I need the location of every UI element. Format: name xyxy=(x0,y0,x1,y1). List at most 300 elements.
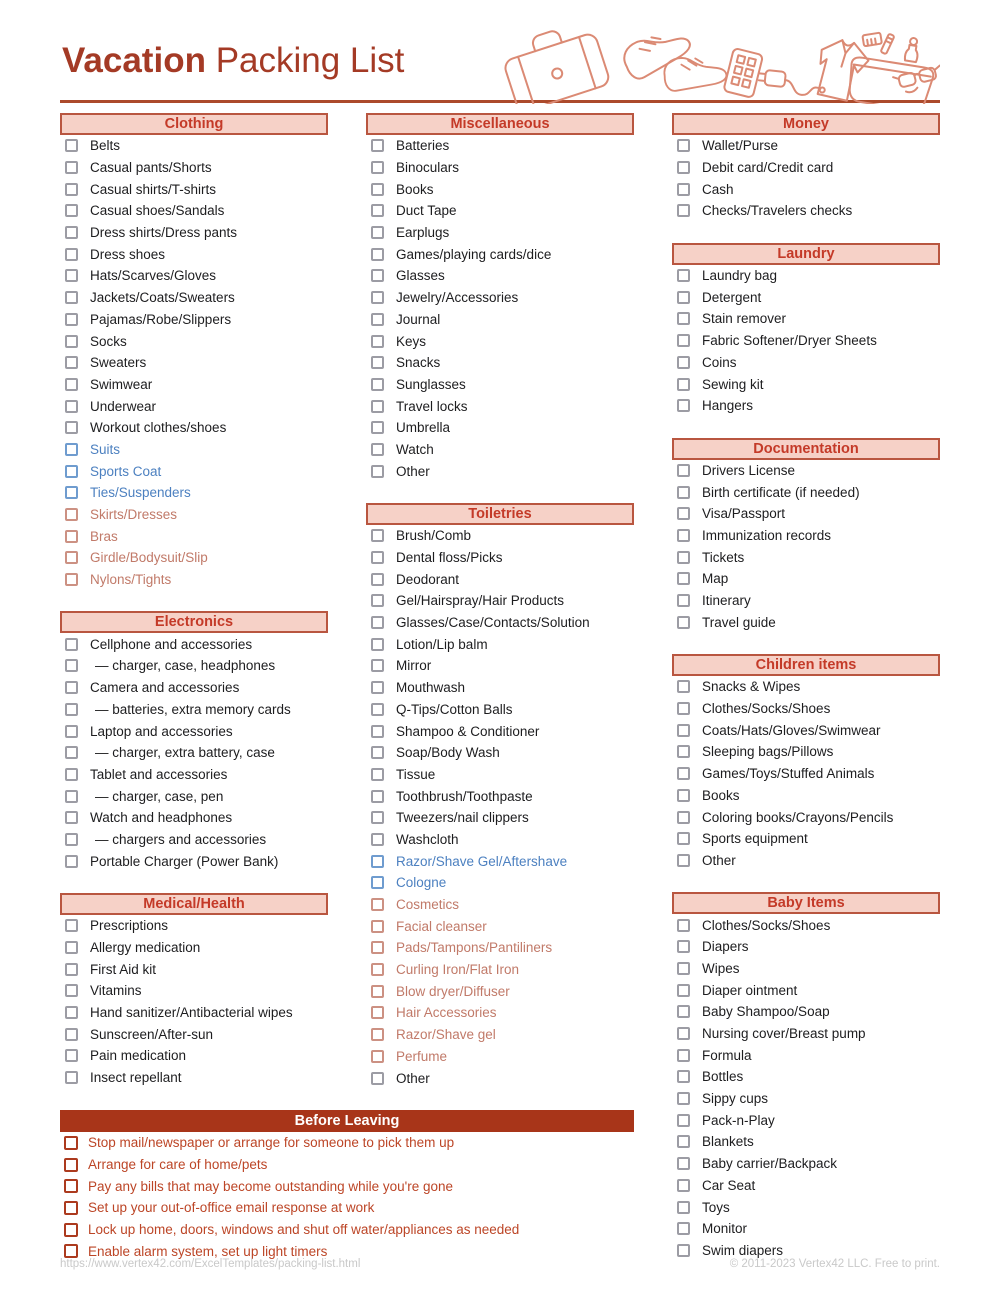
item-label: Cash xyxy=(702,181,734,197)
checklist-item xyxy=(60,1067,328,1089)
item-label: Curling Iron/Flat Iron xyxy=(396,962,520,978)
checkbox[interactable] xyxy=(677,1201,690,1214)
item-label: Cosmetics xyxy=(396,897,460,913)
calculator-icon xyxy=(723,48,763,98)
checklist-item xyxy=(366,287,634,309)
checkbox[interactable] xyxy=(677,507,690,520)
section-header: Baby Items xyxy=(672,892,940,914)
checklist-item xyxy=(672,265,940,287)
checklist-item xyxy=(60,742,328,764)
checklist-item xyxy=(60,287,328,309)
section-header: Electronics xyxy=(60,611,328,633)
checkbox[interactable] xyxy=(65,400,78,413)
section-children-items xyxy=(672,654,940,871)
checkbox[interactable] xyxy=(65,356,78,369)
checklist-item xyxy=(672,460,940,482)
checkbox[interactable] xyxy=(677,1157,690,1170)
item-label: Hats/Scarves/Gloves xyxy=(90,268,217,284)
checkbox[interactable] xyxy=(65,573,78,586)
item-label: Hair Accessories xyxy=(396,1005,497,1021)
checklist-item xyxy=(672,1001,940,1023)
item-label: Checks/Travelers checks xyxy=(702,203,853,219)
checklist-item xyxy=(672,590,940,612)
checkbox[interactable] xyxy=(371,183,384,196)
checkbox[interactable] xyxy=(677,680,690,693)
checkbox[interactable] xyxy=(677,334,690,347)
item-label: Stain remover xyxy=(702,311,787,327)
checkbox[interactable] xyxy=(371,269,384,282)
item-label: Monitor xyxy=(702,1221,748,1237)
checklist-item xyxy=(60,482,328,504)
item-label: Washcloth xyxy=(396,831,459,847)
item-label: Ties/Suspenders xyxy=(90,485,191,501)
checkbox[interactable] xyxy=(64,1136,78,1150)
item-label: Baby Shampoo/Soap xyxy=(702,1004,830,1020)
checkbox[interactable] xyxy=(371,529,384,542)
item-label: Sippy cups xyxy=(702,1091,769,1107)
item-label: Binoculars xyxy=(396,160,460,176)
checkbox[interactable] xyxy=(65,855,78,868)
checklist-item xyxy=(60,374,328,396)
glasses-icon xyxy=(893,66,940,96)
checkbox[interactable] xyxy=(371,421,384,434)
checklist-item xyxy=(60,178,328,200)
checkbox[interactable] xyxy=(65,486,78,499)
checkbox[interactable] xyxy=(65,226,78,239)
checklist-item xyxy=(672,481,940,503)
checkbox[interactable] xyxy=(65,269,78,282)
checkbox[interactable] xyxy=(371,465,384,478)
checkbox[interactable] xyxy=(64,1179,78,1193)
checkbox[interactable] xyxy=(371,226,384,239)
checkbox[interactable] xyxy=(65,139,78,152)
checklist-item xyxy=(366,265,634,287)
checkbox[interactable] xyxy=(371,811,384,824)
checkbox[interactable] xyxy=(677,183,690,196)
checkbox[interactable] xyxy=(371,551,384,564)
checkbox[interactable] xyxy=(677,1092,690,1105)
checkbox[interactable] xyxy=(65,335,78,348)
checklist-item xyxy=(60,1023,328,1045)
checkbox[interactable] xyxy=(371,746,384,759)
checkbox[interactable] xyxy=(65,248,78,261)
checkbox[interactable] xyxy=(371,876,384,889)
checklist-item xyxy=(60,915,328,937)
item-label: Batteries xyxy=(396,138,450,154)
item-label: Games/playing cards/dice xyxy=(396,246,552,262)
checklist-item xyxy=(60,135,328,157)
checklist-item xyxy=(60,958,328,980)
item-label: Itinerary xyxy=(702,593,751,609)
checkbox[interactable] xyxy=(677,724,690,737)
item-label: Clothes/Socks/Shoes xyxy=(702,917,831,933)
item-label: Sports equipment xyxy=(702,831,808,847)
checkbox[interactable] xyxy=(371,378,384,391)
item-label: Books xyxy=(396,181,434,197)
checkbox[interactable] xyxy=(65,508,78,521)
item-label: Underwear xyxy=(90,398,157,414)
checkbox[interactable] xyxy=(371,313,384,326)
item-label: Wipes xyxy=(702,960,740,976)
item-label: Glasses/Case/Contacts/Solution xyxy=(396,615,590,631)
checkbox[interactable] xyxy=(677,1049,690,1062)
checkbox[interactable] xyxy=(371,573,384,586)
item-label: Soap/Body Wash xyxy=(396,745,500,761)
before-leaving-header: Before Leaving xyxy=(60,1110,634,1132)
checklist-item xyxy=(366,568,634,590)
checkbox[interactable] xyxy=(65,725,78,738)
checkbox[interactable] xyxy=(677,702,690,715)
checklist-item xyxy=(366,157,634,179)
item-label: Mirror xyxy=(396,658,432,674)
checkbox[interactable] xyxy=(371,833,384,846)
sneakers-icon xyxy=(618,19,728,92)
checkbox[interactable] xyxy=(65,465,78,478)
checklist-item xyxy=(366,1024,634,1046)
item-label: Laundry bag xyxy=(702,268,778,284)
item-label: Prescriptions xyxy=(90,918,169,934)
item-label: Watch xyxy=(396,441,434,457)
checklist-item xyxy=(60,633,328,655)
item-label: Lock up home, doors, windows and shut off water/appliances as needed xyxy=(88,1222,520,1238)
checkbox[interactable] xyxy=(371,703,384,716)
item-label: Visa/Passport xyxy=(702,506,786,522)
checklist-item xyxy=(60,569,328,591)
checkbox[interactable] xyxy=(677,204,690,217)
checklist-item xyxy=(60,1175,634,1197)
checkbox[interactable] xyxy=(677,962,690,975)
section-header: Clothing xyxy=(60,113,328,135)
checklist-item xyxy=(672,157,940,179)
checkbox[interactable] xyxy=(677,1135,690,1148)
checkbox[interactable] xyxy=(677,356,690,369)
checkbox[interactable] xyxy=(64,1244,78,1258)
charger-cable-icon xyxy=(758,69,826,97)
checkbox[interactable] xyxy=(677,1222,690,1235)
checklist-item xyxy=(672,200,940,222)
checkbox[interactable] xyxy=(677,139,690,152)
checklist-item xyxy=(366,894,634,916)
checklist-item xyxy=(366,135,634,157)
checkbox[interactable] xyxy=(371,443,384,456)
item-label: Car Seat xyxy=(702,1177,756,1193)
section-laundry xyxy=(672,243,940,417)
checkbox[interactable] xyxy=(65,161,78,174)
checkbox[interactable] xyxy=(677,1244,690,1257)
item-label: Suits xyxy=(90,441,121,457)
item-label: Debit card/Credit card xyxy=(702,160,834,176)
checkbox[interactable] xyxy=(64,1158,78,1172)
checkbox[interactable] xyxy=(677,378,690,391)
checkbox[interactable] xyxy=(64,1201,78,1215)
checklist-item xyxy=(60,764,328,786)
item-label: Cologne xyxy=(396,875,447,891)
checklist-item xyxy=(60,1197,634,1219)
item-label: Dental floss/Picks xyxy=(396,550,503,566)
checkbox[interactable] xyxy=(677,291,690,304)
checkbox[interactable] xyxy=(371,139,384,152)
item-label: Toys xyxy=(702,1199,730,1215)
checklist-item xyxy=(672,525,940,547)
checkbox[interactable] xyxy=(65,746,78,759)
item-label: Drivers License xyxy=(702,462,796,478)
section-electronics xyxy=(60,611,328,872)
checklist-item xyxy=(366,330,634,352)
checklist-item xyxy=(672,979,940,1001)
item-label: Mouthwash xyxy=(396,680,466,696)
checkbox[interactable] xyxy=(65,681,78,694)
checkbox[interactable] xyxy=(371,248,384,261)
checkbox[interactable] xyxy=(677,572,690,585)
item-label: Earplugs xyxy=(396,225,450,241)
checkbox[interactable] xyxy=(65,984,78,997)
checkbox[interactable] xyxy=(65,811,78,824)
item-label: Portable Charger (Power Bank) xyxy=(90,853,279,869)
item-label: Toothbrush/Toothpaste xyxy=(396,788,533,804)
item-label: — chargers and accessories xyxy=(95,831,267,847)
checklist-item xyxy=(60,330,328,352)
item-label: Casual shirts/T-shirts xyxy=(90,181,217,197)
item-label: Workout clothes/shoes xyxy=(90,420,227,436)
item-label: Glasses xyxy=(396,268,445,284)
item-label: First Aid kit xyxy=(90,961,157,977)
checkbox[interactable] xyxy=(677,1179,690,1192)
checkbox[interactable] xyxy=(677,161,690,174)
checkbox[interactable] xyxy=(65,443,78,456)
checkbox[interactable] xyxy=(677,399,690,412)
checkbox[interactable] xyxy=(371,291,384,304)
checkbox[interactable] xyxy=(677,616,690,629)
checkbox[interactable] xyxy=(65,313,78,326)
checkbox[interactable] xyxy=(371,356,384,369)
item-label: Sports Coat xyxy=(90,463,162,479)
checkbox[interactable] xyxy=(65,1028,78,1041)
section-header: Laundry xyxy=(672,243,940,265)
checklist-item xyxy=(366,633,634,655)
checkbox[interactable] xyxy=(371,920,384,933)
checkbox[interactable] xyxy=(371,1050,384,1063)
checklist-item xyxy=(672,806,940,828)
checklist-item xyxy=(366,417,634,439)
checkbox[interactable] xyxy=(677,811,690,824)
checkbox[interactable] xyxy=(65,768,78,781)
checklist-item xyxy=(366,829,634,851)
item-label: Bras xyxy=(90,528,118,544)
checklist-item xyxy=(366,807,634,829)
item-label: Blow dryer/Diffuser xyxy=(396,983,510,999)
checkbox[interactable] xyxy=(677,1114,690,1127)
checklist-item xyxy=(672,1109,940,1131)
checklist-item xyxy=(60,395,328,417)
item-label: Socks xyxy=(90,333,127,349)
checkbox[interactable] xyxy=(65,551,78,564)
checkbox[interactable] xyxy=(677,789,690,802)
checklist-item xyxy=(60,829,328,851)
checklist-item xyxy=(60,655,328,677)
item-label: Casual shoes/Sandals xyxy=(90,203,225,219)
checkbox[interactable] xyxy=(65,421,78,434)
checklist-item xyxy=(366,785,634,807)
item-label: Nursing cover/Breast pump xyxy=(702,1026,866,1042)
checkbox[interactable] xyxy=(677,919,690,932)
checklist-item xyxy=(60,352,328,374)
section-header: Miscellaneous xyxy=(366,113,634,135)
checkbox[interactable] xyxy=(677,984,690,997)
checklist-item xyxy=(366,699,634,721)
checkbox[interactable] xyxy=(677,1027,690,1040)
checkbox[interactable] xyxy=(65,833,78,846)
checklist-item xyxy=(366,677,634,699)
checkbox[interactable] xyxy=(371,204,384,217)
item-label: Tablet and accessories xyxy=(90,766,228,782)
checkbox[interactable] xyxy=(65,941,78,954)
checkbox[interactable] xyxy=(65,1006,78,1019)
checklist-item xyxy=(672,763,940,785)
checkbox[interactable] xyxy=(677,1070,690,1083)
checklist-columns xyxy=(60,113,940,1282)
checkbox[interactable] xyxy=(65,638,78,651)
item-label: Casual pants/Shorts xyxy=(90,160,212,176)
item-label: Perfume xyxy=(396,1048,448,1064)
item-label: Diapers xyxy=(702,939,749,955)
item-label: Gel/Hairspray/Hair Products xyxy=(396,593,565,609)
checklist-item xyxy=(672,1196,940,1218)
checklist-item xyxy=(672,135,940,157)
item-label: Stop mail/newspaper or arrange for someone to pick them up xyxy=(88,1135,455,1151)
checklist-item xyxy=(60,547,328,569)
checkbox[interactable] xyxy=(65,1071,78,1084)
item-label: Sleeping bags/Pillows xyxy=(702,744,834,760)
checkbox[interactable] xyxy=(371,616,384,629)
checklist-item xyxy=(60,785,328,807)
item-label: Other xyxy=(396,1070,430,1086)
checkbox[interactable] xyxy=(371,790,384,803)
column xyxy=(672,113,940,1282)
checkbox[interactable] xyxy=(677,594,690,607)
checkbox[interactable] xyxy=(677,832,690,845)
checklist-item xyxy=(60,504,328,526)
checkbox[interactable] xyxy=(371,594,384,607)
item-label: Q-Tips/Cotton Balls xyxy=(396,701,513,717)
checkbox[interactable] xyxy=(65,659,78,672)
checkbox[interactable] xyxy=(677,745,690,758)
checklist-item xyxy=(60,807,328,829)
item-label: Sunscreen/After-sun xyxy=(90,1026,214,1042)
checkbox[interactable] xyxy=(371,681,384,694)
checklist-item xyxy=(672,785,940,807)
checkbox[interactable] xyxy=(65,183,78,196)
checkbox[interactable] xyxy=(65,963,78,976)
checkbox[interactable] xyxy=(65,1049,78,1062)
checkbox[interactable] xyxy=(371,855,384,868)
checkbox[interactable] xyxy=(65,530,78,543)
checkbox[interactable] xyxy=(677,269,690,282)
checkbox[interactable] xyxy=(371,335,384,348)
checkbox[interactable] xyxy=(65,204,78,217)
checklist-item xyxy=(60,980,328,1002)
checklist-item xyxy=(366,980,634,1002)
checkbox[interactable] xyxy=(371,400,384,413)
checklist-item xyxy=(672,1175,940,1197)
checkbox[interactable] xyxy=(371,161,384,174)
checkbox[interactable] xyxy=(371,1072,384,1085)
checkbox[interactable] xyxy=(371,725,384,738)
checkbox[interactable] xyxy=(64,1223,78,1237)
item-label: Allergy medication xyxy=(90,940,201,956)
checkbox[interactable] xyxy=(65,790,78,803)
item-label: Blankets xyxy=(702,1134,754,1150)
item-label: — charger, case, headphones xyxy=(95,658,276,674)
item-label: Map xyxy=(702,571,729,587)
checkbox[interactable] xyxy=(371,638,384,651)
checkbox[interactable] xyxy=(677,854,690,867)
item-label: Books xyxy=(702,787,740,803)
checklist-item xyxy=(672,611,940,633)
checkbox[interactable] xyxy=(65,919,78,932)
checklist-item xyxy=(672,503,940,525)
checklist-item xyxy=(60,157,328,179)
checkbox[interactable] xyxy=(371,963,384,976)
item-label: Pajamas/Robe/Slippers xyxy=(90,311,232,327)
checkbox[interactable] xyxy=(65,703,78,716)
checkbox[interactable] xyxy=(371,941,384,954)
checklist-item xyxy=(672,286,940,308)
checklist-item xyxy=(366,655,634,677)
item-label: Hand sanitizer/Antibacterial wipes xyxy=(90,1005,293,1021)
item-label: Deodorant xyxy=(396,571,460,587)
checklist-item xyxy=(60,1219,634,1241)
checkbox[interactable] xyxy=(371,1006,384,1019)
checklist-item xyxy=(60,720,328,742)
item-label: Other xyxy=(396,463,430,479)
checkbox[interactable] xyxy=(371,768,384,781)
checkbox[interactable] xyxy=(65,291,78,304)
checkbox[interactable] xyxy=(371,985,384,998)
checkbox[interactable] xyxy=(371,1028,384,1041)
checklist-item xyxy=(60,200,328,222)
checklist-item xyxy=(672,850,940,872)
checkbox[interactable] xyxy=(677,464,690,477)
item-label: Razor/Shave Gel/Aftershave xyxy=(396,853,568,869)
item-label: Snacks & Wipes xyxy=(702,679,801,695)
checkbox[interactable] xyxy=(371,659,384,672)
section-toiletries xyxy=(366,503,634,1089)
checkbox[interactable] xyxy=(677,529,690,542)
item-label: Tissue xyxy=(396,766,436,782)
checkbox[interactable] xyxy=(65,378,78,391)
checkbox[interactable] xyxy=(371,898,384,911)
checkbox[interactable] xyxy=(677,767,690,780)
checkbox[interactable] xyxy=(677,940,690,953)
checkbox[interactable] xyxy=(677,551,690,564)
item-label: Games/Toys/Stuffed Animals xyxy=(702,766,875,782)
item-label: Facial cleanser xyxy=(396,918,487,934)
checklist-item xyxy=(672,936,940,958)
checklist-item xyxy=(366,850,634,872)
item-label: Baby carrier/Backpack xyxy=(702,1156,838,1172)
column xyxy=(60,113,328,1282)
item-label: Vitamins xyxy=(90,983,142,999)
checkbox[interactable] xyxy=(677,1005,690,1018)
checklist-item xyxy=(672,330,940,352)
item-label: Travel guide xyxy=(702,614,776,630)
checklist-item xyxy=(60,677,328,699)
checkbox[interactable] xyxy=(677,312,690,325)
checkbox[interactable] xyxy=(677,486,690,499)
checklist-item xyxy=(60,937,328,959)
checklist-item xyxy=(672,958,940,980)
section-header: Documentation xyxy=(672,438,940,460)
